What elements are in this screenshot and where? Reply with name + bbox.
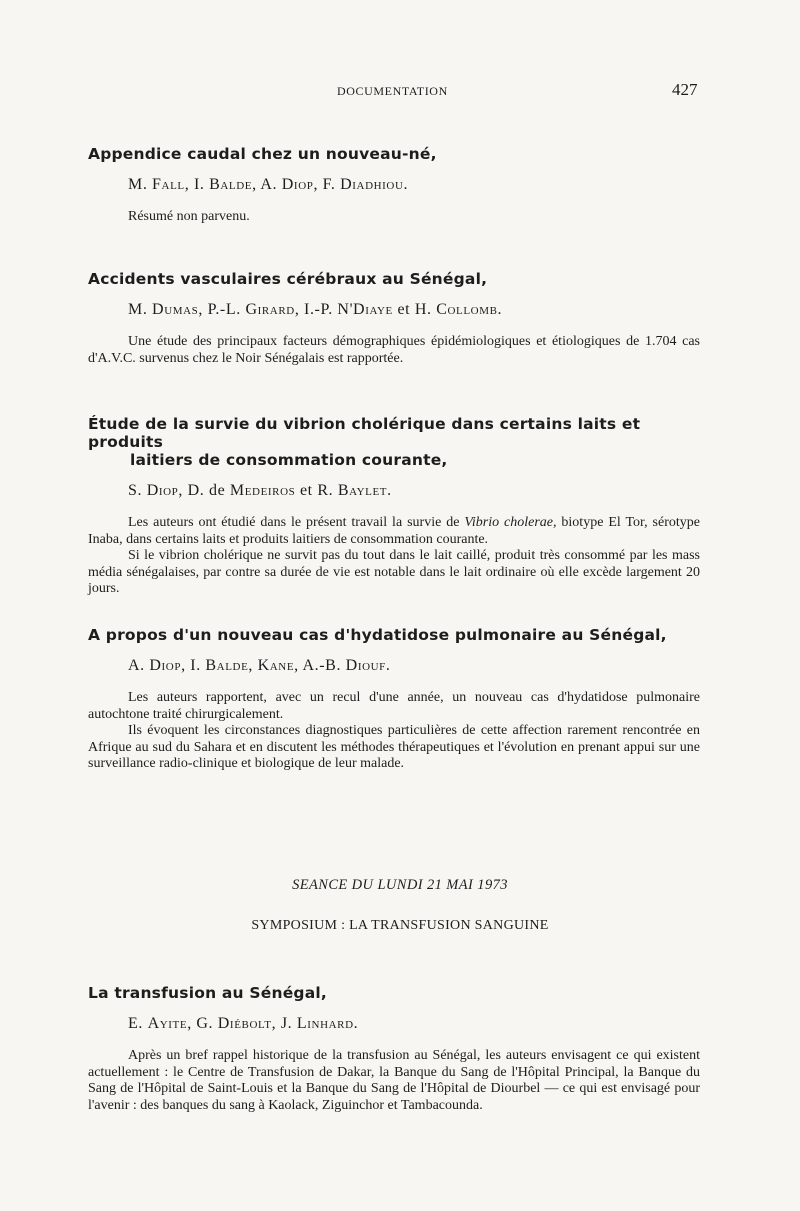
article-abstract: Après un bref rappel historique de la transfusion au Sénégal, les auteurs envisagent ce qui existent actuellement : le Centre de Transfusion de Dakar, la Banque du Sang de l'Hôpital Principal, la Banque du Sang de l'Hôpital de Saint-Louis et la Banque du Sang de l'Hôpital de Diourbel — ce qui est envisagé pour l'avenir : des banques du sang à Kaolack, Ziguinchor et Tambacounda. <box>88 1048 700 1113</box>
article-authors: E. Ayite, G. Diébolt, J. Linhard. <box>128 1015 359 1032</box>
article-authors: M. Fall, I. Balde, A. Diop, F. Diadhiou. <box>128 176 409 193</box>
session-date: SEANCE DU LUNDI 21 MAI 1973 <box>292 877 508 893</box>
article-abstract-cont: Si le vibrion cholérique ne survit pas du tout dans le lait caillé, produit très consommé par les mass média sénégalaises, par contre sa durée de vie est notable dans le lait ordinaire où elle excède largement 20 jours. <box>88 548 700 596</box>
article-title: Étude de la survie du vibrion cholérique dans certains laits et produits laitiers de consommation courante, <box>88 415 641 469</box>
article-title: Accidents vasculaires cérébraux au Sénégal, <box>88 270 488 288</box>
article-title: A propos d'un nouveau cas d'hydatidose pulmonaire au Sénégal, <box>88 626 667 644</box>
article-abstract-cont: Ils évoquent les circonstances diagnostiques particulières de cette affection rarement rencontrée en Afrique au sud du Sahara et en discutent les méthodes thérapeutiques et l'évolution en prenant appui sur une surveillance radio-clinique et biologique de leur malade. <box>88 723 700 771</box>
article-title: Appendice caudal chez un nouveau-né, <box>88 145 437 163</box>
article-entry-hydatidose <box>88 626 700 773</box>
article-entry-avc <box>88 270 700 367</box>
article-abstract: Les auteurs rapportent, avec un recul d'une année, un nouveau cas d'hydatidose pulmonaire autochtone traité chirurgicalement. <box>88 690 700 722</box>
article-authors: M. Dumas, P.-L. Girard, I.-P. N'Diaye et H. Collomb. <box>128 301 503 318</box>
article-entry-vibrion <box>88 415 700 598</box>
page-number: 427 <box>672 80 698 99</box>
article-abstract: Une étude des principaux facteurs démographiques épidémiologiques et étiologiques de 1.704 cas d'A.V.C. survenus chez le Noir Sénégalais est rapportée. <box>88 334 700 366</box>
running-title: DOCUMENTATION <box>337 84 448 98</box>
article-entry-appendice <box>88 145 700 226</box>
article-entry-transfusion <box>88 984 700 1114</box>
article-abstract: Résumé non parvenu. <box>128 209 250 224</box>
symposium-title: SYMPOSIUM : LA TRANSFUSION SANGUINE <box>251 918 549 933</box>
article-title: La transfusion au Sénégal, <box>88 984 327 1002</box>
article-abstract: Les auteurs ont étudié dans le présent travail la survie de Vibrio cholerae, biotype El Tor, sérotype Inaba, dans certains laits et produits laitiers de consommation courante. <box>88 515 700 547</box>
article-authors: S. Diop, D. de Medeiros et R. Baylet. <box>128 482 392 499</box>
article-authors: A. Diop, I. Balde, Kane, A.-B. Diouf. <box>128 657 391 674</box>
